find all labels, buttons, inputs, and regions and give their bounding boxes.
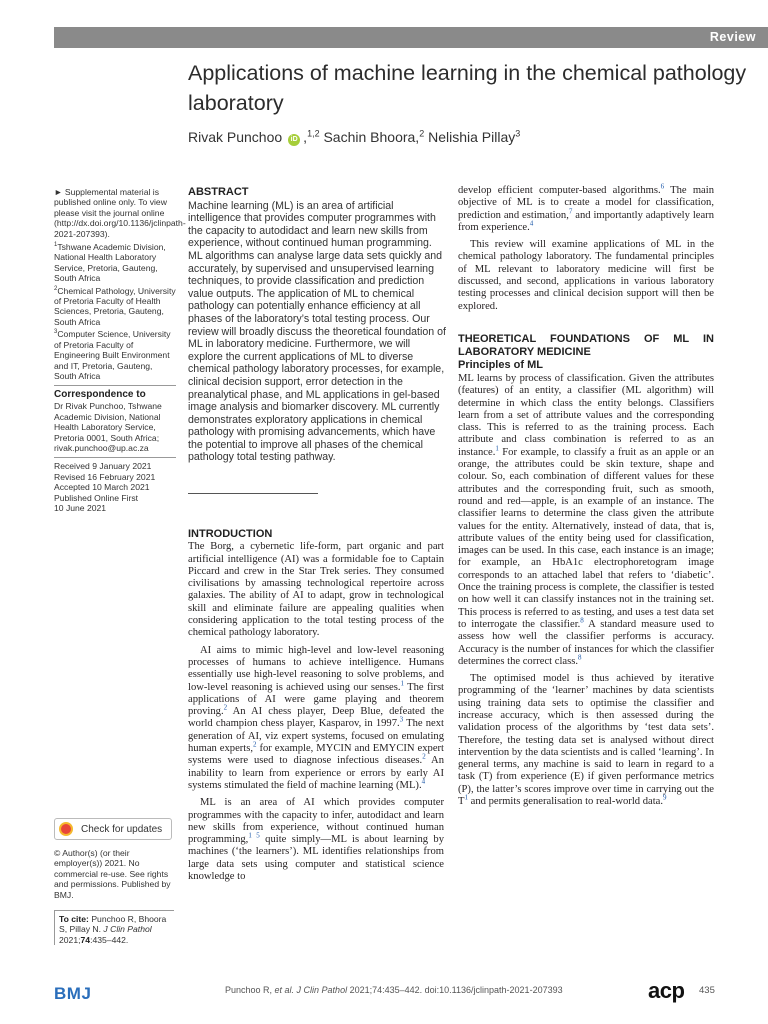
footer-citation: Punchoo R, et al. J Clin Pathol 2021;74:435–442. doi:10.1136/jclinpath-2021-207393 [225, 985, 563, 995]
reference-link[interactable]: 1 5 [248, 831, 260, 840]
cite-journal: J Clin Pathol [103, 924, 152, 935]
article-dates [54, 461, 176, 513]
page-number: 435 [699, 985, 715, 996]
reference-link[interactable]: 9 [663, 793, 667, 802]
affiliation: $^2$Chemical Pathology, University of Pretoria Faculty of Health Sciences, Pretoria, Gauteng, South Africa [54, 285, 176, 327]
author-list: Rivak Punchoo iD ,$^{1,2}$ Sachin Bhoora,$^2$ Nelishia Pillay$^3$ [188, 128, 521, 145]
paragraph: The Borg, a cybernetic life-form, part organic and part artificial intelligence (AI) was a formidable foe to Captain Piccard and crew in the Star Trek series. They consumed civilisations by amassing technological repertoire across galaxies. The ability of AI to adapt, grow in technological skill and eliminate failure are appealing qualities when considering application to the total testing process of the chemical pathology laboratory. [188, 541, 444, 639]
cite-box: To cite: Punchoo R, Bhoora S, Pillay N. J Clin Pathol 2021;74:435–442. [54, 910, 174, 945]
author-name[interactable]: Nelishia Pillay [428, 129, 516, 145]
reference-link[interactable]: 7 [568, 207, 573, 216]
reference-link[interactable]: 8 [578, 653, 582, 662]
author-affiliation-sup: 1,2 [307, 128, 320, 139]
abstract-text: Machine learning (ML) is an area of artificial intelligence that provides computer programmes with the capacity to autodidact and learn new skills from experience, without continued human programming. ML algorithms can analyse large data sets quickly and accurately, by supervised and unsupervised learning techniques, to provide classification and prediction value outputs. The application of ML to chemical pathology can potentially enhance efficiency at all phases of the laboratory’s total testing process. Our review will broadly discuss the theoretical foundation of ML in laboratory medicine. Furthermore, we will explore the current applications of ML to diverse chemical pathology laboratory processes, for example, clinical decision support, error detection in the preanalytical phase, and ML applications in gel-based image analysis and biomarker discovery. ML currently demonstrates exploratory applications in chemical pathology with promising advancements, which have the potential to improve all phases of the chemical pathology total testing pathway. [188, 199, 446, 464]
author-name[interactable]: Rivak Punchoo [188, 129, 283, 145]
correspondence-heading: Correspondence to [54, 389, 146, 401]
reference-link[interactable]: 6 [660, 182, 665, 191]
section-heading: THEORETICAL FOUNDATIONS OF ML IN LABORATORY MEDICINE [458, 332, 714, 358]
section-bar [54, 27, 768, 48]
paragraph: ML is an area of AI which provides computer programmes with the capacity to infer, autodidact and learn new skills from experience, without continued human programming,$^{1 5}$ quite simply—ML is about learning by machines (‘the learners’). ML identifies relationships from large data sets using computer and statistical science knowledge to [188, 797, 444, 883]
date-line: Published Online First [54, 492, 139, 503]
copyright-notice: © Author(s) (or their employer(s)) 2021. No commercial re-use. See rights and permissions. Published by BMJ. [54, 848, 171, 900]
author-affiliation-sup: 3 [515, 128, 521, 139]
orcid-icon[interactable]: iD [288, 134, 300, 146]
supplemental-note[interactable]: ► Supplemental material is published online only. To view please visit the journal online (http://dx.doi.org/10.1136/jclinpath-2021-207393). [54, 187, 186, 239]
reference-link[interactable]: 1 [495, 444, 499, 453]
abstract [188, 186, 446, 464]
divider [188, 493, 318, 494]
paragraph: This review will examine applications of ML in the chemical pathology laboratory. The fundamental principles of ML relevant to laboratory medicine will first be discussed, and second, applications in various laboratory testing processes and clinical decision support will then be explored. [458, 239, 714, 312]
subsection-heading: Principles of ML [458, 358, 543, 371]
cite-authors: Punchoo R, Bhoora S, Pillay N. [59, 914, 167, 935]
section-label: Review [709, 30, 756, 44]
reference-link[interactable]: 4 [421, 777, 426, 786]
reference-link[interactable]: 2 [253, 740, 257, 749]
paragraph: AI aims to mimic high-level and low-level reasoning processes of humans to achieve intelligence. Humans essentially use high-level reasoning to solve problems, and low-level reasoning is achieved using our senses.$^1$ The first applications of AI were game playing and theorem proving.$^2$ An AI chess player, Deep Blue, defeated the world champion chess player, Kasparov, in 1997.$^3$ The next generation of AI, viz expert systems, focused on emulating human experts,$^2$ for example, MYCIN and EMYCIN expert systems were used to diagnose infectious diseases.$^2$ An inability to learn from experience or errors by early AI systems stimulated the field of machine learning (ML).$^4$ [188, 644, 445, 791]
affiliation: $^3$Computer Science, University of Pretoria Faculty of Engineering Built Environment and IT, Pretoria, Gauteng, South Africa [54, 329, 171, 381]
divider [54, 457, 176, 458]
bmj-logo[interactable]: BMJ [54, 984, 92, 1003]
date-line: Revised 16 February 2021 [54, 471, 156, 482]
reference-link[interactable]: 1 [464, 793, 468, 802]
author-affiliation-sup: 2 [419, 128, 425, 139]
introduction-heading: INTRODUCTION [188, 528, 273, 540]
date-line: Accepted 10 March 2021 [54, 482, 150, 493]
paragraph: The optimised model is thus achieved by iterative programming of the ‘learner’ machines by data scientists using training data sets to optimise the classifier and increase accuracy, which is then assessed during the validation process of the algorithms by ‘test data sets’. Therefore, the testing data set is analysed without direct intervention by the data scientists and is called ‘learning’. In general terms, any machine is said to learn in regard to a task (T) from experience (E) if given performance metrics (P), the latter’s scores improve over time in carrying out the T$^1$ and permits generalisation to real-world data.$^9$ [458, 673, 714, 808]
article-sidebar [54, 187, 186, 513]
crossmark-icon [59, 822, 73, 836]
introduction-section [188, 528, 444, 883]
reference-link[interactable]: 1 [400, 679, 405, 688]
divider [54, 385, 176, 386]
reference-link[interactable]: 8 [580, 616, 584, 625]
reference-link[interactable]: 2 [223, 703, 228, 712]
author-name[interactable]: Sachin Bhoora, [323, 129, 420, 145]
date-line: Received 9 January 2021 [54, 461, 152, 472]
reference-link[interactable]: 2 [422, 752, 426, 761]
check-for-updates-button[interactable] [54, 818, 172, 840]
date-line: 10 June 2021 [54, 502, 107, 513]
reference-link[interactable]: 4 [529, 219, 534, 228]
acp-logo[interactable]: acp [648, 978, 685, 1003]
paragraph: ML learns by process of classification. Given the attributes (features) of an entity, a classifier (ML algorithm) will determine in which class the entity belongs. Classifiers learn from a set of attribute values and the corresponding class. This is referred to as the training process. Each attribute and class combination is referred to as an instance.$^1$ For example, to classify a fruit as an apple or an orange, the attributes could be skin texture, shape and colour. So, each combination of different values for these attributes and the corresponding fruit, such as smooth, round and red—apple, is an example of an instance. The classifier learns to determine the class given the attribute values for the entity. Alternatively, instead of data, that is, attribute values of the entity being used for classification, images can be used. In this case, each instance is an image; for example, an HbA1c electrophoretogram image corresponds to an attached label that refers to ‘diabetic’. Once the training process is complete, the classifier is tested on how well it can classify instances not in the training set. This process is referred to as testing, and uses a test data set to interrogate the classifier.$^8$ A standard measure used to assess how well the classifier performs is accuracy. Accuracy is the number of instances for which the classifier determines the correct class.$^8$ [458, 372, 714, 667]
reference-link[interactable]: 3 [399, 715, 404, 724]
article-title: Applications of machine learning in the chemical pathology laboratory [188, 61, 747, 115]
cite-label: To cite: [59, 914, 89, 924]
body-right-column [458, 182, 714, 808]
correspondence-text: Dr Rivak Punchoo, Tshwane Academic Division, National Health Laboratory Service, Pretoria 0001, South Africa; rivak.punchoo@up.ac.za [54, 401, 162, 453]
abstract-heading: ABSTRACT [188, 186, 249, 198]
paragraph: develop efficient computer-based algorithms.$^6$ The main objective of ML is to create a model for classification, prediction and estimation,$^7$ and importantly adaptively learn from experience.$^4$ [458, 182, 714, 233]
check-updates-label: Check for updates [81, 823, 163, 835]
affiliation: $^1$Tshwane Academic Division, National Health Laboratory Service, Pretoria, Gauteng, South Africa [54, 242, 166, 284]
